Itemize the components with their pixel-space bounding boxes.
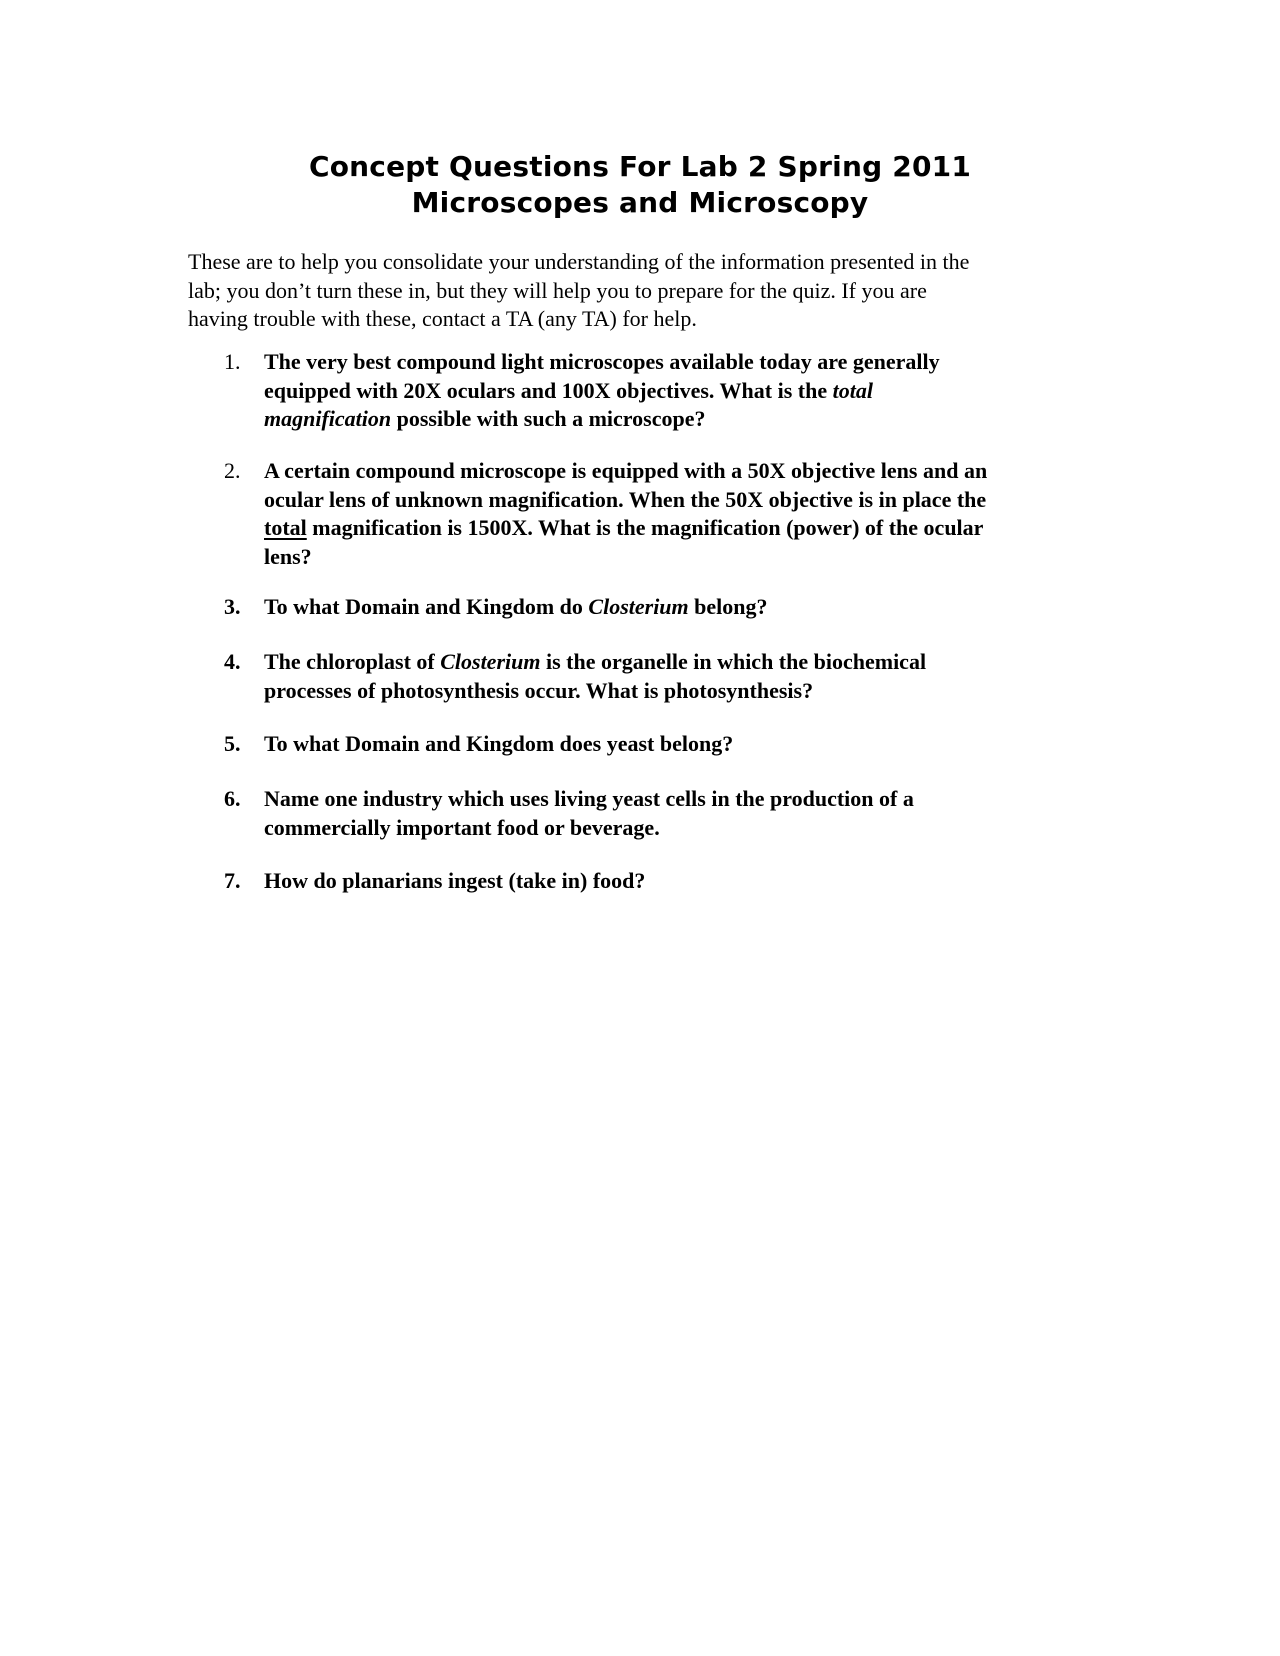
question-text xyxy=(264,593,1104,622)
intro-paragraph xyxy=(188,248,1088,334)
document-subtitle: Microscopes and Microscopy xyxy=(411,186,869,219)
question-number: 3. xyxy=(224,594,241,619)
question-line: The very best compound light microscopes available today are generally xyxy=(264,349,940,374)
text-run: is the organelle in which the biochemical xyxy=(540,649,927,674)
italic-term: Closterium xyxy=(588,594,689,619)
question-text xyxy=(264,457,1104,571)
document-title: Concept Questions For Lab 2 Spring 2011 xyxy=(308,150,972,183)
italic-term: Closterium xyxy=(440,649,541,674)
text-run: The chloroplast of xyxy=(264,649,441,674)
intro-line: lab; you don’t turn these in, but they will help you to prepare for the quiz. If you are xyxy=(188,277,927,303)
text-run: belong? xyxy=(688,594,768,619)
question-number: 7. xyxy=(224,868,241,893)
text-run: To what Domain and Kingdom do xyxy=(264,594,589,619)
question-line xyxy=(264,648,1104,677)
question-line: lens? xyxy=(264,543,312,569)
question-text xyxy=(264,785,1104,842)
italic-term: total xyxy=(832,377,873,403)
question-line: To what Domain and Kingdom does yeast belong? xyxy=(264,731,734,756)
question-number: 1. xyxy=(224,349,241,374)
underlined-term: total xyxy=(264,515,307,540)
question-number: 2. xyxy=(224,458,241,483)
question-text xyxy=(264,867,1104,896)
question-line: ocular lens of unknown magnification. When the 50X objective is in place the xyxy=(264,486,987,512)
question-line xyxy=(264,514,1104,543)
question-line: commercially important food or beverage. xyxy=(264,814,660,840)
question-line: A certain compound microscope is equipped with a 50X objective lens and an xyxy=(264,458,988,483)
question-line: processes of photosynthesis occur. What is photosynthesis? xyxy=(264,677,814,703)
intro-line: These are to help you consolidate your understanding of the information presented in the xyxy=(188,249,970,274)
italic-term: magnification xyxy=(264,406,392,431)
question-line xyxy=(264,405,1104,434)
question-line xyxy=(264,593,1104,622)
question-text xyxy=(264,648,1104,705)
question-number: 5. xyxy=(224,731,241,756)
question-text xyxy=(264,730,1104,759)
text-run: magnification is 1500X. What is the magnification (power) of the ocular xyxy=(306,515,984,540)
question-line: How do planarians ingest (take in) food? xyxy=(264,868,646,893)
question-line: Name one industry which uses living yeast cells in the production of a xyxy=(264,786,914,811)
question-text xyxy=(264,348,1104,434)
question-number: 6. xyxy=(224,786,241,811)
intro-line: having trouble with these, contact a TA (any TA) for help. xyxy=(188,306,697,331)
question-line xyxy=(264,377,1104,406)
text-run: possible with such a microscope? xyxy=(391,406,706,431)
text-run: equipped with 20X oculars and 100X objectives. What is the xyxy=(264,377,833,403)
question-number: 4. xyxy=(224,649,241,674)
